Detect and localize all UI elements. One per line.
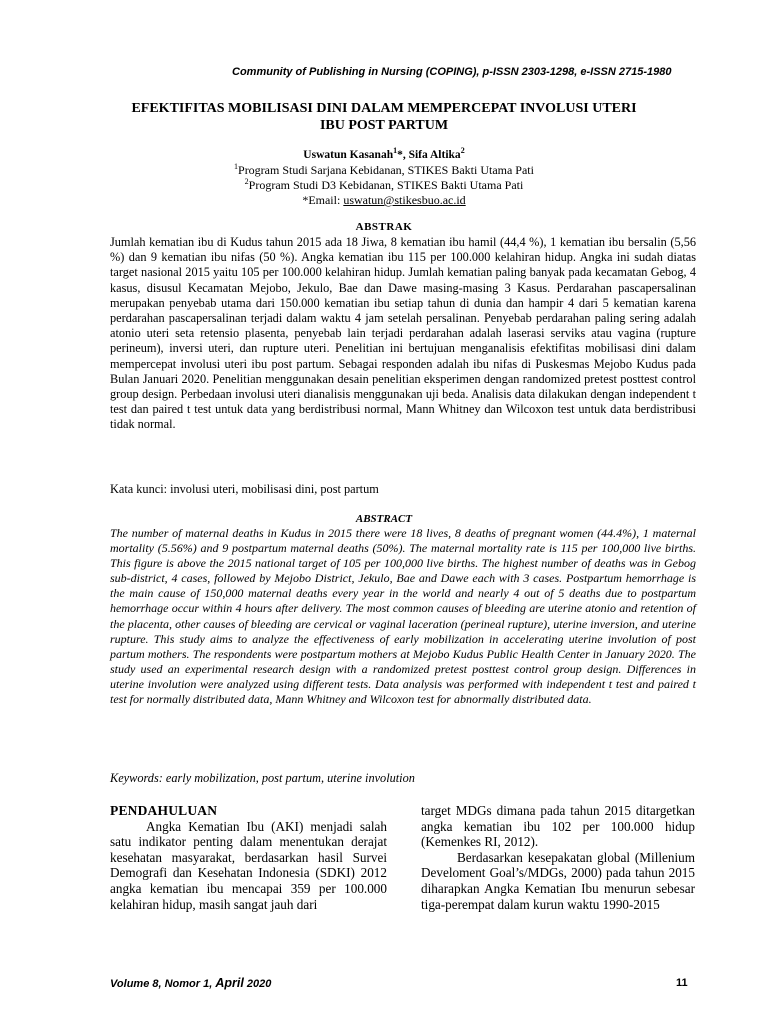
title-line-1: EFEKTIFITAS MOBILISASI DINI DALAM MEMPERCEPAT INVOLUSI UTERI <box>131 101 637 116</box>
intro-paragraph-2: Berdasarkan kesepakatan global (Millenium Develoment Goal’s/MDGs, 2000) pada tahun 2015 diharapkan Angka Kematian Ibu menurun sebesar tiga-perempat dalam kurun waktu 1990-2015 <box>421 849 695 912</box>
affiliation-1-text: Program Studi Sarjana Kebidanan, STIKES Bakti Utama Pati <box>238 163 534 177</box>
page-number: 11 <box>676 977 688 989</box>
kata-kunci: Kata kunci: involusi uteri, mobilisasi dini, post partum <box>110 482 379 496</box>
body-column-right <box>421 803 695 912</box>
abstrak-heading: ABSTRAK <box>355 221 413 233</box>
affiliation-1 <box>100 163 668 178</box>
abstract-text: The number of maternal deaths in Kudus in 2015 there were 18 lives, 8 deaths of pregnant women (44.4%), 1 maternal mortality (5.56%) and 9 postpartum maternal deaths (50%). The maternal mortality rate is 115 per 100,000 live births. This figure is above the 2015 national target of 105 per 100,000 live births. The highest number of deaths was in Gebog sub-district, 4 cases, followed by Mejobo District, Jekulo, Bae and Dawe each with 3 cases. Postpartum hemorrhage is the main cause of 150,000 maternal deaths every year in the world and nearly 4 out of 5 deaths due to postpartum hemorrhage occur within 4 hours after delivery. The most common causes of bleeding are uterine atonio and retention of the placenta, other causes of bleeding are cervical or vaginal laceration (perineal rupture), uterine inversion, and uterine rupture. This study aims to analyze the effectiveness of early mobilization in accelerating uterine involution of post partum mothers. The respondents were postpartum mothers at Mejobo Kudus Public Health Center in January 2020. The study used an experimental research design with a randomized pretest posttest control group design. Differences in uterine involution were analyzed using different tests. Data analysis was performed with independent t test and paired t test for normally distributed data, Mann Whitney and Wilcoxon test for abnormally distributed data. <box>110 526 696 707</box>
affiliation-2 <box>100 178 668 193</box>
author-list <box>100 148 668 163</box>
footer-volume-text: Volume 8, Nomor 1, <box>110 978 216 990</box>
footer-volume <box>110 976 271 990</box>
author-1: Uswatun Kasanah <box>303 149 394 161</box>
email-label: *Email: <box>302 193 344 207</box>
affiliation-2-mark: 2 <box>244 177 249 186</box>
footer-month: April <box>215 976 244 990</box>
journal-header: Community of Publishing in Nursing (COPING), p-ISSN 2303-1298, e-ISSN 2715-1980 <box>232 66 672 78</box>
author-2-affiliation-mark: 2 <box>460 146 465 156</box>
affiliation-2-text: Program Studi D3 Kebidanan, STIKES Bakti Utama Pati <box>248 178 524 192</box>
email-link[interactable]: uswatun@stikesbuo.ac.id <box>343 193 466 207</box>
author-1-affiliation-mark: 1 <box>393 146 398 156</box>
keywords: Keywords: early mobilization, post partum, uterine involution <box>110 771 415 785</box>
corresponding-mark: * <box>397 149 403 161</box>
paper-title <box>100 100 668 134</box>
body-column-left <box>110 803 387 912</box>
abstrak-text: Jumlah kematian ibu di Kudus tahun 2015 ada 18 Jiwa, 8 kematian ibu hamil (44,4 %), 1 kematian ibu bersalin (5,56 %) dan 9 kematian ibu nifas (50 %). Angka kematian ibu 115 per 100.000 kelahiran hidup. Angka ini sudah diatas target nasional 2015 yaitu 105 per 100.000 kelahiran hidup. Jumlah kematian paling banyak pada kecamatan Gebog, 4 kasus, disusul Kecamatan Mejobo, Jekulo, Bae dan Dawe masing-masing 3 Kasus. Perdarahan pascapersalinan merupakan penyebab utama dari 150.000 kematian ibu setiap tahun di dunia dan hampir 4 dari 5 kematian karena perdarahan pascapersalinan terjadi dalam waktu 4 jam setelah persalinan. Penyebab perdarahan paling sering adalah atonio uteri seta retensio plasenta, penyebab lain terjadi perdarahan adalah laserasi serviks atau vagina (rupture perineum), inversi uteri, dan rupture uteri. Penelitian ini bertujuan menganalisis efektifitas mobilisasi dini dalam mempercepat involusi uteri ibu post partum. Sebagai responden adalah ibu nifas di Puskesmas Mejobo Kudus pada Bulan Januari 2020. Penelitian menggunakan desain penelitian eksperimen dengan randomized pretest posttest control group design. Perbedaan involusi uteri dianalisis menggunakan uji beda. Analisis data dilakukan dengan independent t test dan paired t test untuk data yang berdistribusi normal, Mann Whitney dan Wilcoxon test untuk data berdistribusi tidak normal. <box>110 235 696 432</box>
section-heading: PENDAHULUAN <box>110 803 218 818</box>
abstract-heading: ABSTRACT <box>355 513 413 525</box>
affiliation-1-mark: 1 <box>234 162 239 171</box>
title-line-2: IBU POST PARTUM <box>319 118 449 133</box>
author-separator: , <box>402 149 409 161</box>
intro-paragraph-1-continued: target MDGs dimana pada tahun 2015 ditargetkan angka kematian ibu 102 per 100.000 hidup (Kemenkes RI, 2012). <box>421 803 695 850</box>
email-line <box>100 193 668 208</box>
author-2: Sifa Altika <box>408 149 461 161</box>
intro-paragraph-1: Angka Kematian Ibu (AKI) menjadi salah satu indikator penting dalam menentukan derajat kesehatan masyarakat, berdasarkan hasil Survei Demografi dan Kesehatan Indonesia (SDKI) 2012 angka kematian ibu mencapai 359 per 100.000 kelahiran hidup, masih sangat jauh dari <box>110 818 387 912</box>
footer-year: 2020 <box>243 978 272 990</box>
